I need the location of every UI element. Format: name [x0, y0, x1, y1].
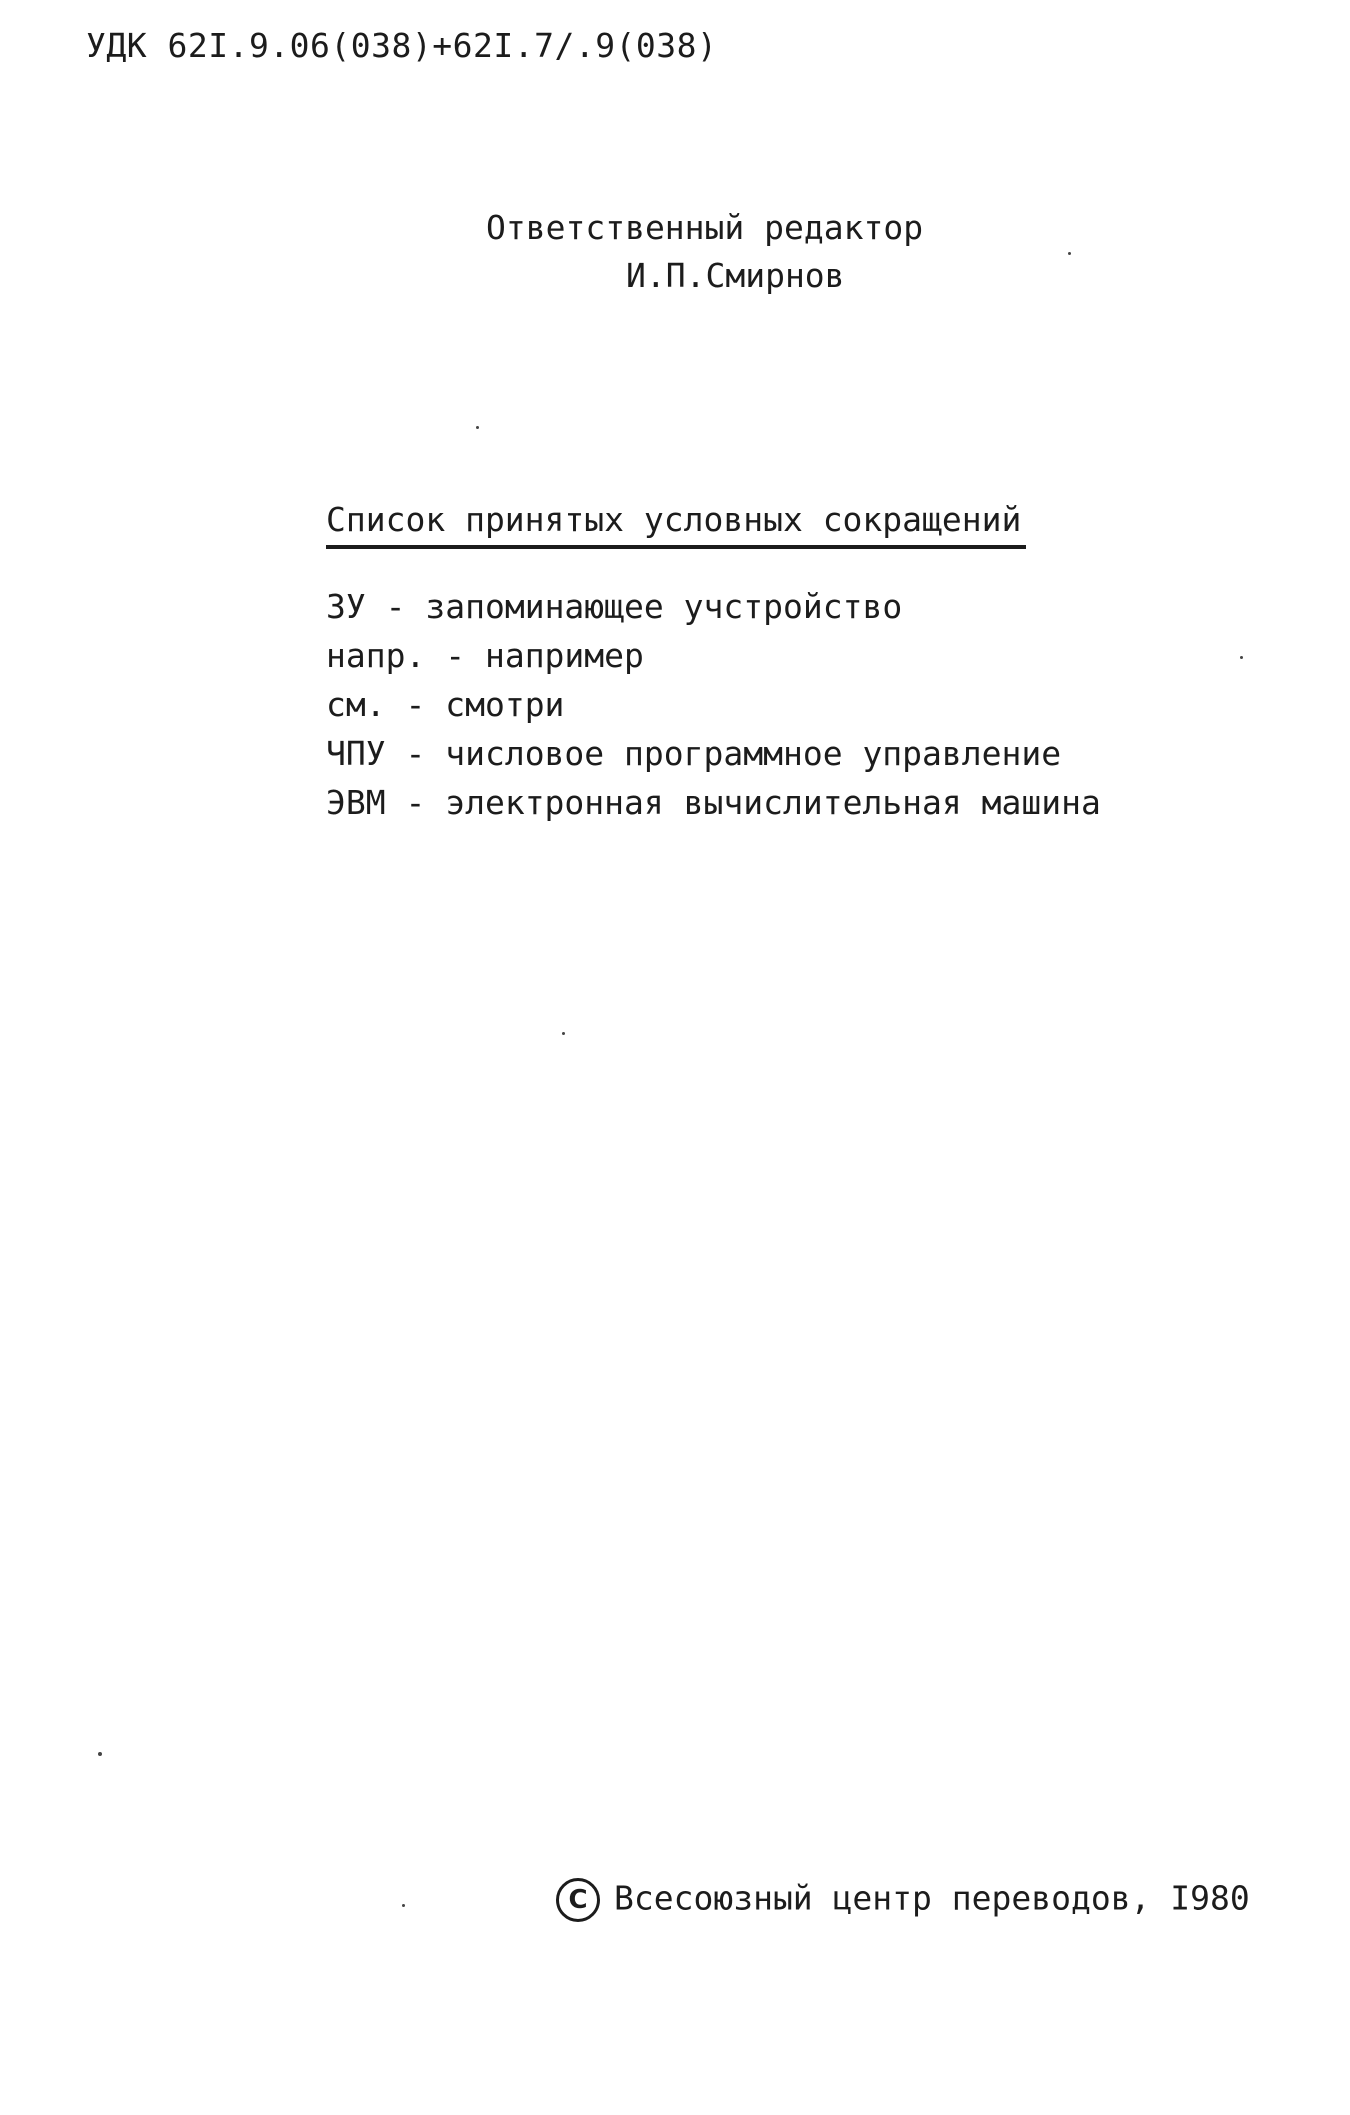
editor-name: И.П.Смирнов	[626, 256, 845, 295]
abbreviations-title: Список принятых условных сокращений	[326, 500, 1026, 549]
abbr-meaning: электронная вычислительная машина	[445, 783, 1101, 822]
copyright-line	[556, 1878, 1250, 1922]
abbr-meaning: например	[484, 636, 644, 675]
copyright-icon: C	[556, 1878, 600, 1922]
scan-speck	[1240, 656, 1243, 659]
scan-speck	[562, 1032, 565, 1035]
abbr-meaning: числовое программное управление	[445, 734, 1062, 773]
copyright-text: Всесоюзный центр переводов, I980	[614, 1878, 1250, 1918]
scan-speck	[402, 1904, 405, 1907]
list-item: ЭВМ - электронная вычислительная машина	[326, 783, 1101, 822]
abbr: напр.	[326, 636, 426, 675]
list-item: см. - смотри	[326, 685, 565, 724]
abbr: ЧПУ	[326, 734, 386, 773]
abbr: см.	[326, 685, 386, 724]
scan-speck	[98, 1752, 102, 1756]
scan-speck	[476, 426, 479, 429]
responsible-editor	[486, 204, 923, 300]
scan-speck	[1068, 252, 1071, 255]
abbreviations-list	[326, 582, 1101, 827]
abbr-meaning: запоминающее учстройство	[425, 587, 903, 626]
udk-code: УДК 62I.9.06(038)+62I.7/.9(038)	[86, 26, 718, 65]
editor-label: Ответственный редактор	[486, 208, 924, 247]
list-item: напр. - например	[326, 636, 644, 675]
list-item: ЗУ - запоминающее учстройство	[326, 587, 903, 626]
abbr: ЭВМ	[326, 783, 386, 822]
list-item: ЧПУ - числовое программное управление	[326, 734, 1062, 773]
abbr-meaning: смотри	[445, 685, 565, 724]
abbr: ЗУ	[326, 587, 366, 626]
